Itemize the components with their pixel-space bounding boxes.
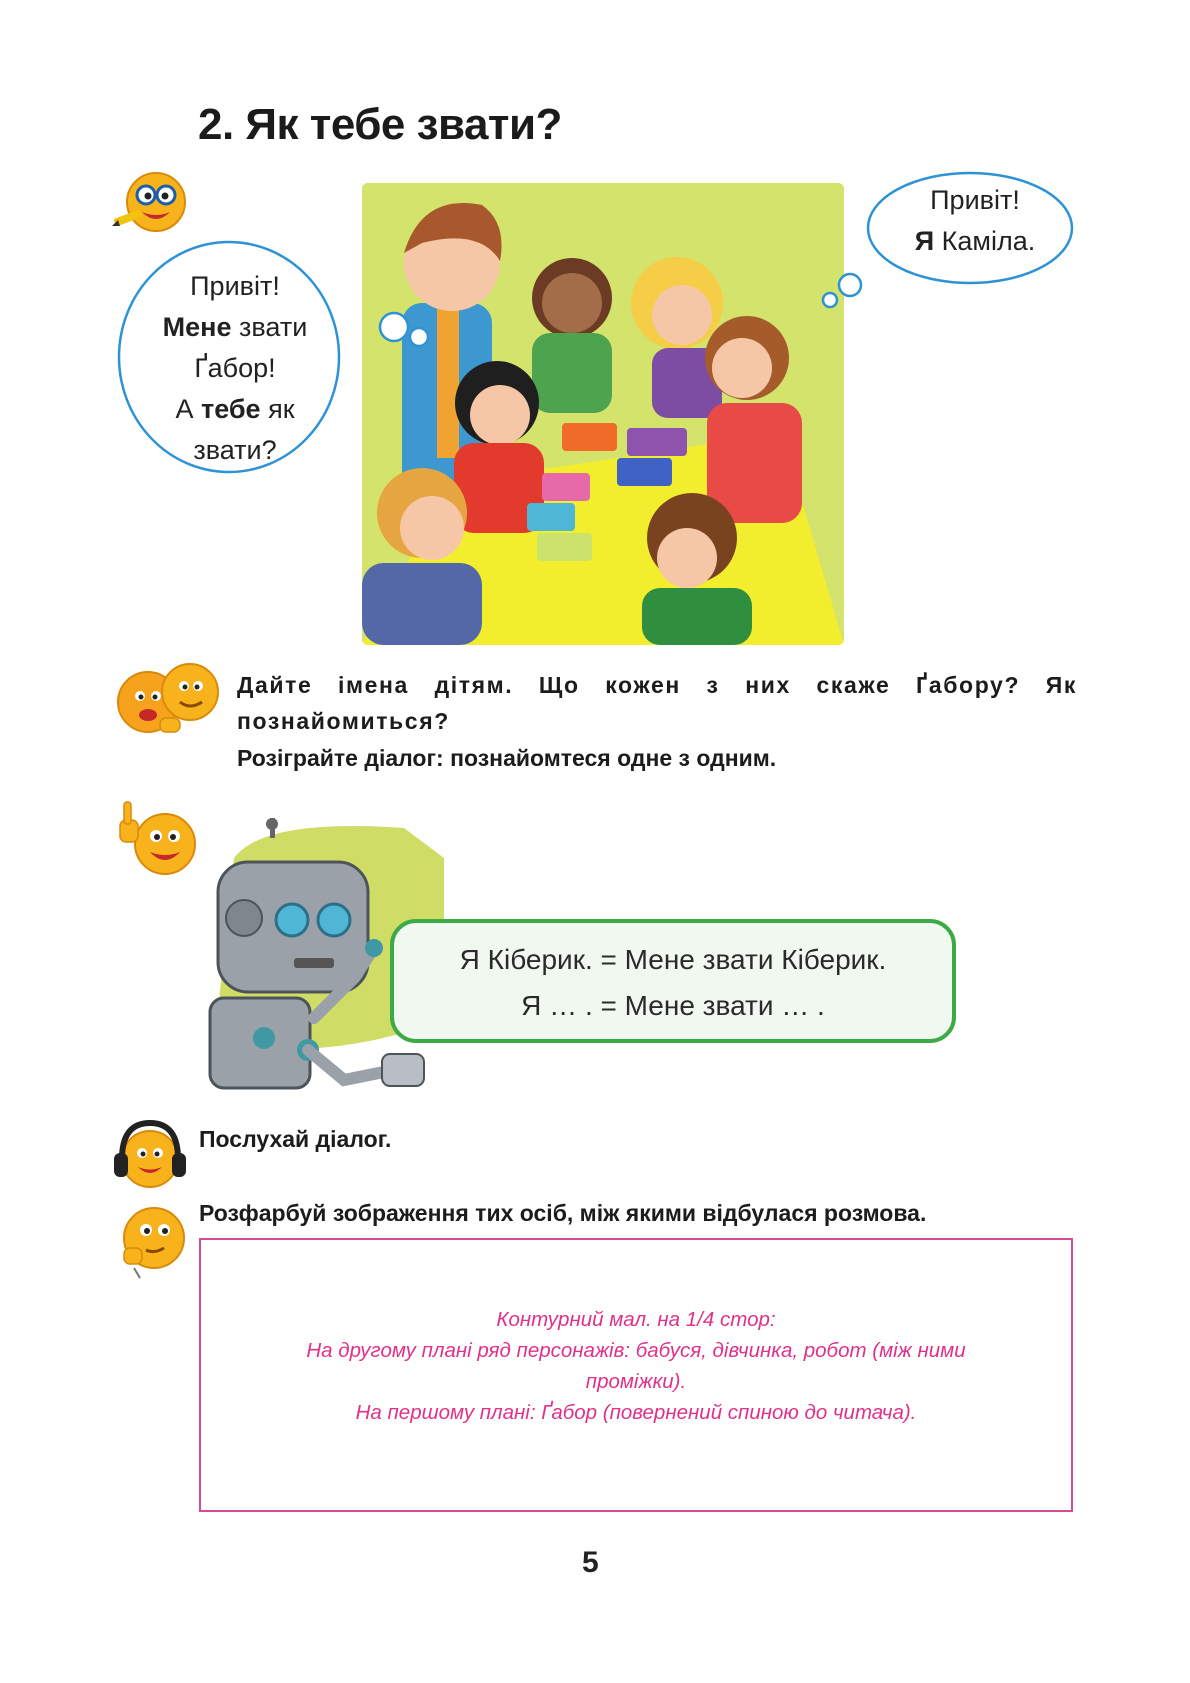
left-bubble-line <box>140 307 330 348</box>
reading-smiley-icon <box>110 168 190 238</box>
task1-line1: Дайте імена дітям. Що кожен з них скаже Ґабору? Як <box>237 672 1077 698</box>
placeholder-line: На другому плані ряд персонажів: бабуся, дівчинка, робот (між ними <box>306 1339 966 1362</box>
bold-word: тебе <box>201 394 261 424</box>
task1-line3: Розіграйте діалог: познайомтеся одне з одним. <box>237 745 777 771</box>
right-bubble-line: Привіт! <box>930 185 1020 215</box>
regular-word: звати <box>231 312 308 342</box>
left-bubble-line: звати? <box>193 435 277 465</box>
regular-word: А <box>175 394 201 424</box>
page-title: 2. Як тебе звати? <box>198 100 562 149</box>
robot-phrase-panel <box>390 919 956 1043</box>
bold-word: Мене <box>162 312 232 342</box>
task1-line2: познайомиться? <box>237 708 450 734</box>
thinking-smiley-icon <box>110 1198 190 1280</box>
placeholder-line: проміжки). <box>585 1370 687 1393</box>
left-bubble-line <box>140 389 330 430</box>
regular-word: як <box>260 394 295 424</box>
bold-word: Я <box>914 226 935 256</box>
talking-smileys-icon <box>110 660 225 740</box>
task2-text: Послухай діалог. <box>199 1126 392 1152</box>
pointing-smiley-icon <box>110 800 200 880</box>
page-number: 5 <box>582 1546 599 1579</box>
left-bubble-line: Ґабор! <box>194 353 276 383</box>
regular-word: Каміла. <box>934 226 1036 256</box>
left-bubble-text <box>140 266 330 471</box>
placeholder-line: Контурний мал. на 1/4 стор: <box>496 1308 776 1331</box>
robot-phrase-line1: Я Кіберик. = Мене звати Кіберик. <box>459 944 887 975</box>
drawing-placeholder-box <box>199 1238 1073 1512</box>
left-bubble-line: Привіт! <box>190 271 280 301</box>
placeholder-line: На першому плані: Ґабор (повернений спиною до читача). <box>355 1401 917 1424</box>
task3-text: Розфарбуй зображення тих осіб, між якими відбулася розмова. <box>199 1200 927 1226</box>
headphones-smiley-icon <box>110 1115 190 1195</box>
right-bubble-line <box>880 221 1070 262</box>
robot-phrase-line2: Я … . = Мене звати … . <box>521 990 825 1021</box>
right-bubble-text <box>880 180 1070 262</box>
